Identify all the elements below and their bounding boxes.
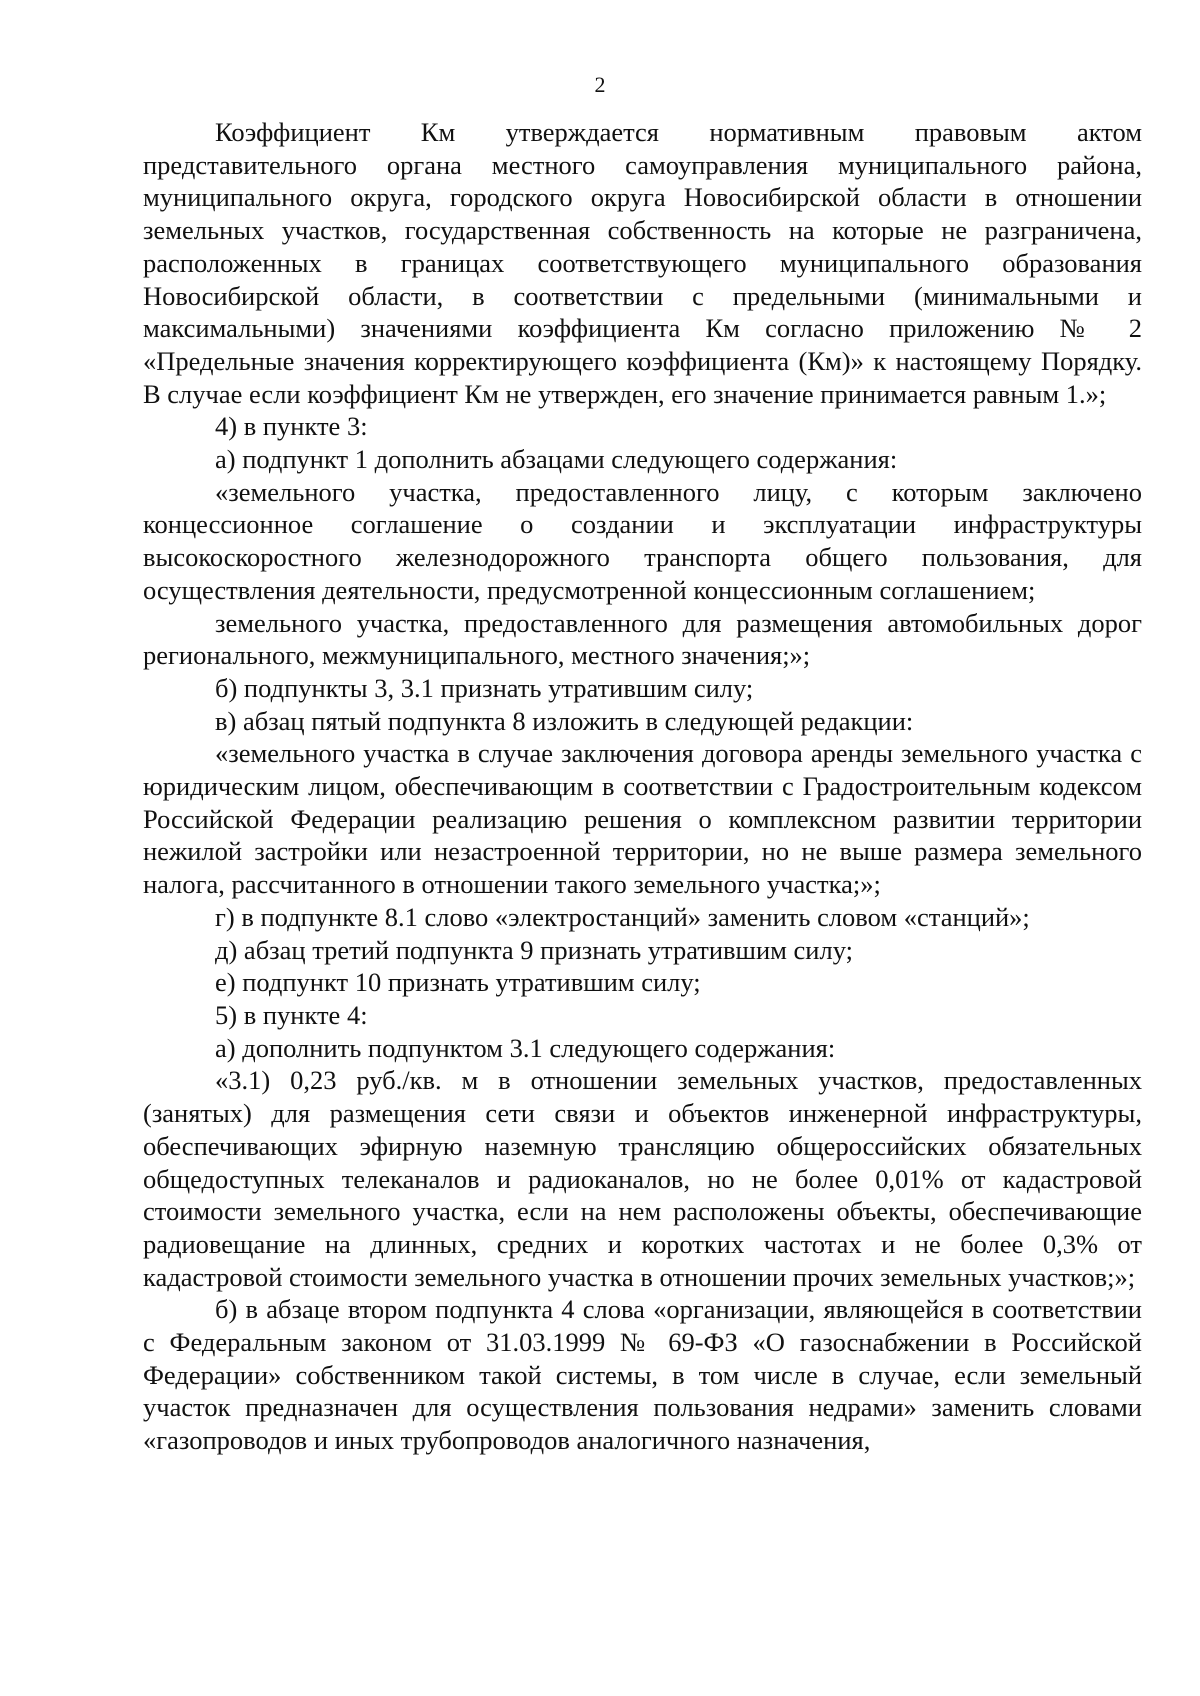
paragraph-item-4b: б) подпункты 3, 3.1 признать утратившим силу; — [215, 672, 754, 703]
paragraph-subitem-3-1: «3.1) 0,23 руб./кв. м в отношении земельных участков, предоставленных (занятых) для размещения сети связи и объектов инженерной инфраструктуры, обеспечивающих эфирную наземную трансляцию общероссийских обязательных общедоступных телеканалов и радиоканалов, но не более 0,01% от кадастровой стоимости земельного участка, если на нем расположены объекты, обеспечивающие радиовещание на длинных, средних и коротких частотах и не более 0,3% от кадастровой стоимости земельного участка в отношении прочих земельных участков;»; — [143, 1065, 1142, 1292]
paragraph-item-4e: е) подпункт 10 признать утратившим силу; — [215, 967, 701, 998]
paragraph-item-4a: а) подпункт 1 дополнить абзацами следующего содержания: — [215, 444, 898, 475]
paragraph-lease-agreement: «земельного участка в случае заключения договора аренды земельного участка с юридическим лицом, обеспечивающим в соответствии с Градостроительным кодексом Российской Федерации реализацию решения о комплексном развитии территории нежилой застройки или незастроенной территории, но не выше размера земельного налога, рассчитанного в отношении такого земельного участка;»; — [143, 738, 1142, 900]
document-body — [143, 116, 1142, 1457]
paragraph-item-5: 5) в пункте 4: — [215, 999, 368, 1030]
paragraph-concession-land: «земельного участка, предоставленного лицу, с которым заключено концессионное соглашение о создании и эксплуатации инфраструктуры высокоскоростного железнодорожного транспорта общего пользования, для осуществления деятельности, предусмотренной концессионным соглашением; — [143, 476, 1142, 605]
paragraph-km-coefficient: Коэффициент Км утверждается нормативным правовым актом представительного органа местного самоуправления муниципального района, муниципального округа, городского округа Новосибирской области в отношении земельных участков, государственная собственность на которые не разграничена, расположенных в границах соответствующего муниципального образования Новосибирской области, в соответствии с предельными (минимальными и максимальными) значениями коэффициента Км согласно приложению № 2 «Предельные значения корректирующего коэффициента (Км)» к настоящему Порядку. В случае если коэффициент Км не утвержден, его значение принимается равным 1.»; — [143, 117, 1142, 409]
paragraph-item-4d: д) абзац третий подпункта 9 признать утратившим силу; — [215, 934, 853, 965]
paragraph-item-4: 4) в пункте 3: — [215, 411, 368, 442]
paragraph-road-land: земельного участка, предоставленного для размещения автомобильных дорог регионального, межмуниципального, местного значения;»; — [143, 607, 1142, 671]
page-number: 2 — [594, 72, 606, 97]
paragraph-item-4g: г) в подпункте 8.1 слово «электростанций» заменить словом «станций»; — [215, 901, 1030, 932]
paragraph-item-5a: а) дополнить подпунктом 3.1 следующего содержания: — [215, 1032, 836, 1063]
paragraph-item-5b: б) в абзаце втором подпункта 4 слова «организации, являющейся в соответствии с Федеральным законом от 31.03.1999 № 69-ФЗ «О газоснабжении в Российской Федерации» собственником такой системы, в том числе в случае, если земельный участок предназначен для осуществления пользования недрами» заменить словами «газопроводов и иных трубопроводов аналогичного назначения, — [143, 1294, 1142, 1456]
paragraph-item-4v: в) абзац пятый подпункта 8 изложить в следующей редакции: — [215, 705, 914, 736]
